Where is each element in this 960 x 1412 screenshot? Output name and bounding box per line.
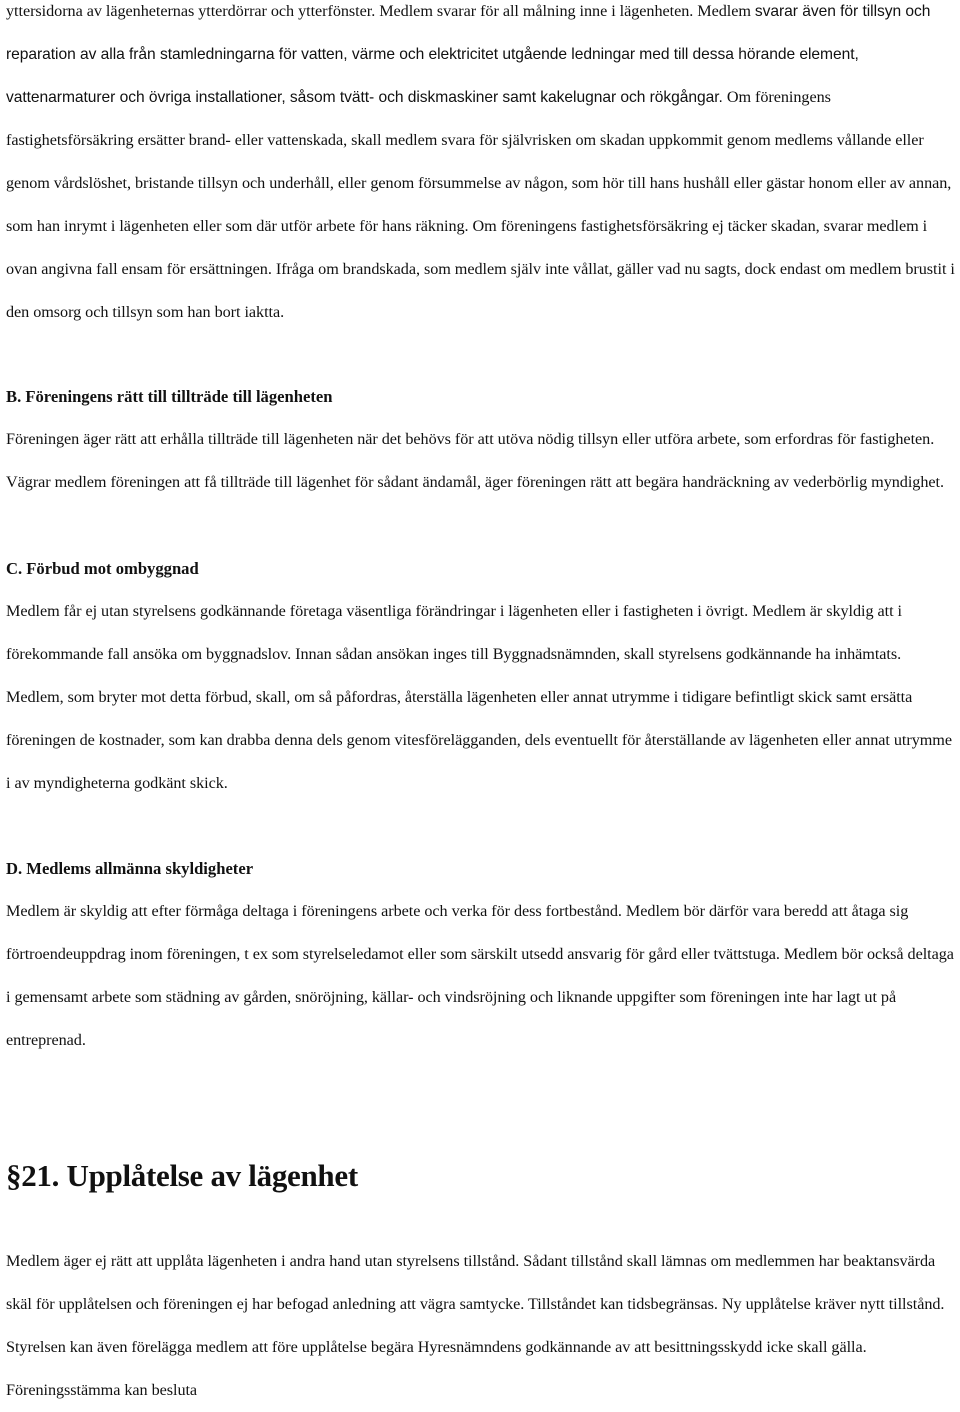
section-b-heading: B. Föreningens rätt till tillträde till lägenheten [6, 387, 333, 406]
section-d-heading: D. Medlems allmänna skyldigheter [6, 859, 254, 878]
intro-line-serif: yttersidorna av lägenheternas ytterdörrar och ytterfönster. Medlem svarar för all målning inne i lägenheten. [6, 2, 694, 20]
section-d [6, 847, 956, 1062]
section-c-body: Medlem får ej utan styrelsens godkännande företaga väsentliga förändringar i lägenheten eller i fastigheten i övrigt. Medlem är skyldig att i förekommande fall ansöka om byggnadslov. Innan sådan ansökan inges till Byggnadsnämnden, skall styrelsens godkännande ha inhämtats. Medlem, som bryter mot detta förbud, skall, om så påfordras, återställa lägenheten eller annat utrymme i tidigare befintligt skick samt ersätta föreningen de kostnader, som kan drabba denna dels genom vitesförelägganden, dels eventuellt för återställande av lägenheten eller annat utrymme i av myndigheterna godkänt skick. [6, 602, 952, 792]
section-b [6, 375, 956, 504]
intro-paragraph [6, 0, 956, 334]
section-b-body: Föreningen äger rätt att erhålla tillträde till lägenheten när det behövs för att utöva nödig tillsyn eller utföra arbete, som erfordras för fastigheten. Vägrar medlem föreningen att få tillträde till lägenhet för sådant ändamål, äger föreningen rätt att begära handräckning av vederbörlig myndighet. [6, 430, 944, 491]
section-21-heading: §21. Upplåtelse av lägenhet [6, 1158, 358, 1193]
section-21-body: Medlem äger ej rätt att upplåta lägenheten i andra hand utan styrelsens tillstånd. Sådant tillstånd skall lämnas om medlemmen har beaktansvärda skäl för upplåtelsen och föreningen ej har befogad anledning att vägra samtycke. Tillståndet kan tidsbegränsas. Ny upplåtelse kräver nytt tillstånd. Styrelsen kan även förelägga medlem att före upplåtelse begära Hyresnämndens godkännande av att besittningsskydd icke skall gälla. Föreningsstämma kan besluta [6, 1252, 945, 1399]
section-d-body: Medlem är skyldig att efter förmåga deltaga i föreningens arbete och verka för dess fortbestånd. Medlem bör därför vara beredd att åtaga sig förtroendeuppdrag inom föreningen, t ex som styrelseledamot eller som särskilt utsedd ansvarig för gård eller tvättstuga. Medlem bör också deltaga i gemensamt arbete som städning av gården, snöröjning, källar- och vindsröjning och liknande uppgifter som föreningen inte har lagt ut på entreprenad. [6, 902, 954, 1049]
intro-serif-text: Om föreningens fastighetsförsäkring ersätter brand- eller vattenskada, skall medlem svara för självrisken om skadan uppkommit genom medlems vållande eller genom vårdslöshet, bristande tillsyn och underhåll, eller genom försummelse av någon, som hör till hans hushåll eller gästar honom eller av annan, som han inrymt i lägenheten eller som där utför arbete för hans räkning. Om föreningens fastighetsförsäkring ej täcker skadan, svarar medlem i ovan angivna fall ensam för ersättningen. Ifråga om brandskada, som medlem själv inte vållat, gäller vad nu sagts, dock endast om medlem brustit i den omsorg och tillsyn som han bort iaktta. [6, 88, 955, 321]
intro-line-serif-cont: Medlem [693, 2, 751, 20]
section-21 [6, 1154, 956, 1198]
section-c [6, 547, 956, 805]
section-21-text [6, 1240, 956, 1412]
intro-block [6, 0, 956, 334]
intro-sans-text: svarar även för tillsyn och reparation av alla från stamledningarna för vatten, värme och elektricitet utgående ledningar med till dessa hörande element, vattenarmaturer och övriga installationer, såsom tvätt- och diskmaskiner samt kakelugnar och rökgångar. [6, 3, 931, 106]
section-c-heading: C. Förbud mot ombyggnad [6, 559, 199, 578]
